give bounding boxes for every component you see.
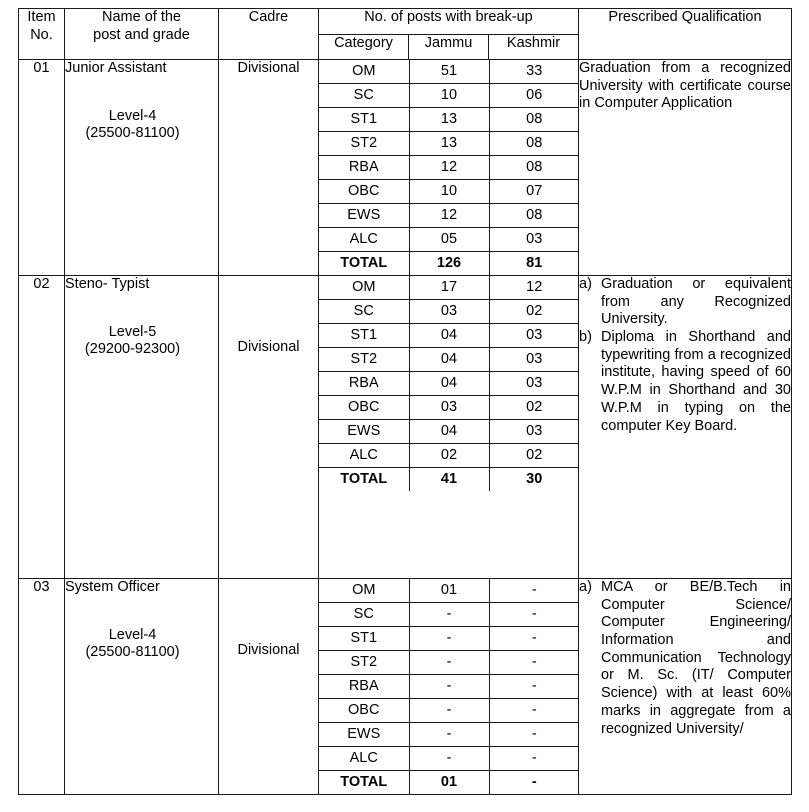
- breakup-table: [319, 276, 579, 491]
- qualification-item: [579, 276, 791, 329]
- breakup-kashmir: -: [489, 699, 579, 723]
- breakup-kashmir: -: [489, 651, 579, 675]
- breakup-jammu: 04: [409, 372, 489, 396]
- breakup-jammu: 10: [409, 84, 489, 108]
- cell-item-no: 02: [19, 276, 65, 579]
- breakup-jammu: 01: [409, 771, 489, 795]
- breakup-row: [319, 396, 579, 420]
- header-post-name-line2: post and grade: [93, 26, 190, 43]
- breakup-category: ALC: [319, 228, 409, 252]
- breakup-kashmir: -: [489, 603, 579, 627]
- qualification-marker: b): [579, 329, 592, 346]
- breakup-category: OM: [319, 579, 409, 603]
- breakup-kashmir: 03: [489, 228, 579, 252]
- qualification-item: [579, 329, 791, 435]
- cell-post-name-grade: [65, 276, 219, 579]
- header-post-name: [65, 9, 219, 60]
- breakup-row: [319, 324, 579, 348]
- cell-item-no: 03: [19, 579, 65, 795]
- breakup-jammu: -: [409, 651, 489, 675]
- header-item-no: [19, 9, 65, 60]
- breakup-row: [319, 204, 579, 228]
- breakup-row: [319, 180, 579, 204]
- breakup-row: [319, 252, 579, 276]
- breakup-row: [319, 300, 579, 324]
- breakup-kashmir: -: [489, 579, 579, 603]
- breakup-row: [319, 108, 579, 132]
- post-name: Junior Assistant: [65, 60, 167, 76]
- breakup-kashmir: 08: [489, 132, 579, 156]
- cell-cadre: Divisional: [219, 60, 319, 276]
- qualification-text: MCA or BE/B.Tech in Computer Science/ Computer Engineering/ Information and Communication Technology or M. Sc. (IT/ Computer Science) with at least 60% marks in aggregate from a recognized University/: [601, 579, 791, 737]
- breakup-kashmir: 03: [489, 348, 579, 372]
- post-pay-scale: (29200-92300): [84, 341, 181, 358]
- table-row: [19, 60, 792, 276]
- breakup-row: [319, 627, 579, 651]
- cell-prescribed-qualification: [579, 60, 792, 276]
- post-grade-block: [65, 324, 218, 359]
- breakup-category: SC: [319, 603, 409, 627]
- breakup-jammu: -: [409, 627, 489, 651]
- breakup-category: ST1: [319, 108, 409, 132]
- breakup-category: EWS: [319, 204, 409, 228]
- header-item-no-line2: No.: [30, 26, 53, 43]
- post-pay-scale: (25500-81100): [85, 644, 180, 661]
- breakup-category: OBC: [319, 396, 409, 420]
- breakup-jammu: 05: [409, 228, 489, 252]
- qualification-text: Diploma in Shorthand and typewriting from a recognized institute, having speed of 60 W.P.M in Shorthand and 30 W.P.M in typing on the computer Key Board.: [601, 329, 791, 434]
- breakup-category: OM: [319, 60, 409, 84]
- breakup-table: [319, 60, 579, 275]
- breakup-kashmir: 03: [489, 420, 579, 444]
- breakup-jammu: -: [409, 675, 489, 699]
- breakup-jammu: 02: [409, 444, 489, 468]
- breakup-table: [319, 579, 579, 794]
- cell-prescribed-qualification: [579, 276, 792, 579]
- cell-post-name-grade: [65, 579, 219, 795]
- breakup-jammu: 04: [409, 420, 489, 444]
- breakup-kashmir: -: [489, 771, 579, 795]
- qualification-marker: a): [579, 276, 592, 292]
- header-row-top: [19, 9, 792, 35]
- header-item-no-line1: Item: [27, 9, 56, 25]
- qualification-marker: a): [579, 579, 592, 595]
- breakup-category: TOTAL: [319, 468, 409, 492]
- table-header: [19, 9, 792, 60]
- breakup-category: RBA: [319, 156, 409, 180]
- breakup-kashmir: 02: [489, 444, 579, 468]
- breakup-row: [319, 420, 579, 444]
- breakup-row: [319, 132, 579, 156]
- breakup-kashmir: -: [489, 723, 579, 747]
- cell-cadre: Divisional: [219, 579, 319, 795]
- breakup-kashmir: 12: [489, 276, 579, 300]
- breakup-jammu: 03: [409, 396, 489, 420]
- breakup-jammu: 126: [409, 252, 489, 276]
- breakup-category: ST2: [319, 132, 409, 156]
- breakup-row: [319, 276, 579, 300]
- qualification-item: [579, 579, 791, 738]
- breakup-kashmir: 03: [489, 324, 579, 348]
- breakup-row: [319, 348, 579, 372]
- breakup-category: ST1: [319, 324, 409, 348]
- cell-item-no: 01: [19, 60, 65, 276]
- post-name: Steno- Typist: [65, 276, 150, 292]
- breakup-row: [319, 372, 579, 396]
- breakup-kashmir: -: [489, 675, 579, 699]
- breakup-category: SC: [319, 84, 409, 108]
- breakup-jammu: 12: [409, 156, 489, 180]
- breakup-jammu: 13: [409, 108, 489, 132]
- post-level: Level-4: [108, 626, 157, 643]
- breakup-row: [319, 84, 579, 108]
- breakup-kashmir: 03: [489, 372, 579, 396]
- breakup-category: TOTAL: [319, 252, 409, 276]
- breakup-jammu: 51: [409, 60, 489, 84]
- breakup-row: [319, 651, 579, 675]
- breakup-jammu: -: [409, 699, 489, 723]
- post-level: Level-4: [108, 107, 157, 124]
- breakup-kashmir: 81: [489, 252, 579, 276]
- breakup-row: [319, 771, 579, 795]
- breakup-kashmir: 02: [489, 396, 579, 420]
- header-category: Category: [319, 34, 409, 60]
- breakup-row: [319, 699, 579, 723]
- breakup-kashmir: 08: [489, 156, 579, 180]
- breakup-jammu: 13: [409, 132, 489, 156]
- breakup-category: ALC: [319, 444, 409, 468]
- breakup-row: [319, 468, 579, 492]
- breakup-category: RBA: [319, 675, 409, 699]
- breakup-jammu: 04: [409, 348, 489, 372]
- breakup-jammu: -: [409, 747, 489, 771]
- post-name: System Officer: [65, 579, 160, 595]
- breakup-jammu: 03: [409, 300, 489, 324]
- cell-prescribed-qualification: [579, 579, 792, 795]
- breakup-jammu: 41: [409, 468, 489, 492]
- breakup-row: [319, 747, 579, 771]
- breakup-row: [319, 444, 579, 468]
- header-qualification: Prescribed Qualification: [579, 9, 792, 60]
- breakup-kashmir: 02: [489, 300, 579, 324]
- breakup-row: [319, 723, 579, 747]
- breakup-kashmir: -: [489, 747, 579, 771]
- breakup-kashmir: 06: [489, 84, 579, 108]
- table-row: [19, 276, 792, 579]
- breakup-row: [319, 156, 579, 180]
- post-pay-scale: (25500-81100): [85, 125, 180, 142]
- breakup-category: TOTAL: [319, 771, 409, 795]
- qualification-text: Graduation or equivalent from any Recognized University.: [601, 276, 791, 328]
- breakup-jammu: 10: [409, 180, 489, 204]
- breakup-jammu: 12: [409, 204, 489, 228]
- recruitment-posts-table: [18, 8, 792, 795]
- breakup-kashmir: 33: [489, 60, 579, 84]
- cell-posts-breakup: [319, 579, 579, 795]
- breakup-category: ST1: [319, 627, 409, 651]
- breakup-kashmir: 08: [489, 108, 579, 132]
- cell-posts-breakup: [319, 276, 579, 579]
- breakup-jammu: 01: [409, 579, 489, 603]
- breakup-jammu: 17: [409, 276, 489, 300]
- post-level: Level-5: [108, 323, 157, 340]
- breakup-kashmir: -: [489, 627, 579, 651]
- breakup-category: ST2: [319, 651, 409, 675]
- header-cadre: Cadre: [219, 9, 319, 60]
- breakup-row: [319, 228, 579, 252]
- breakup-jammu: 04: [409, 324, 489, 348]
- breakup-category: RBA: [319, 372, 409, 396]
- table-row: [19, 579, 792, 795]
- breakup-kashmir: 07: [489, 180, 579, 204]
- breakup-jammu: -: [409, 603, 489, 627]
- breakup-category: EWS: [319, 723, 409, 747]
- header-kashmir: Kashmir: [489, 34, 579, 60]
- breakup-row: [319, 675, 579, 699]
- breakup-category: OM: [319, 276, 409, 300]
- breakup-category: ST2: [319, 348, 409, 372]
- breakup-row: [319, 60, 579, 84]
- cell-cadre: Divisional: [219, 276, 319, 579]
- breakup-category: EWS: [319, 420, 409, 444]
- cell-post-name-grade: [65, 60, 219, 276]
- post-grade-block: [65, 627, 218, 662]
- breakup-category: ALC: [319, 747, 409, 771]
- breakup-category: SC: [319, 300, 409, 324]
- breakup-row: [319, 579, 579, 603]
- qualification-text: Graduation from a recognized University with certificate course in Computer Application: [579, 60, 791, 112]
- header-jammu: Jammu: [409, 34, 489, 60]
- breakup-jammu: -: [409, 723, 489, 747]
- breakup-kashmir: 30: [489, 468, 579, 492]
- post-grade-block: [65, 108, 218, 143]
- breakup-category: OBC: [319, 699, 409, 723]
- cell-posts-breakup: [319, 60, 579, 276]
- header-post-name-line1: Name of the: [102, 9, 181, 25]
- header-posts-breakup: No. of posts with break-up: [319, 9, 579, 35]
- breakup-category: OBC: [319, 180, 409, 204]
- breakup-row: [319, 603, 579, 627]
- table-body: [19, 60, 792, 795]
- breakup-kashmir: 08: [489, 204, 579, 228]
